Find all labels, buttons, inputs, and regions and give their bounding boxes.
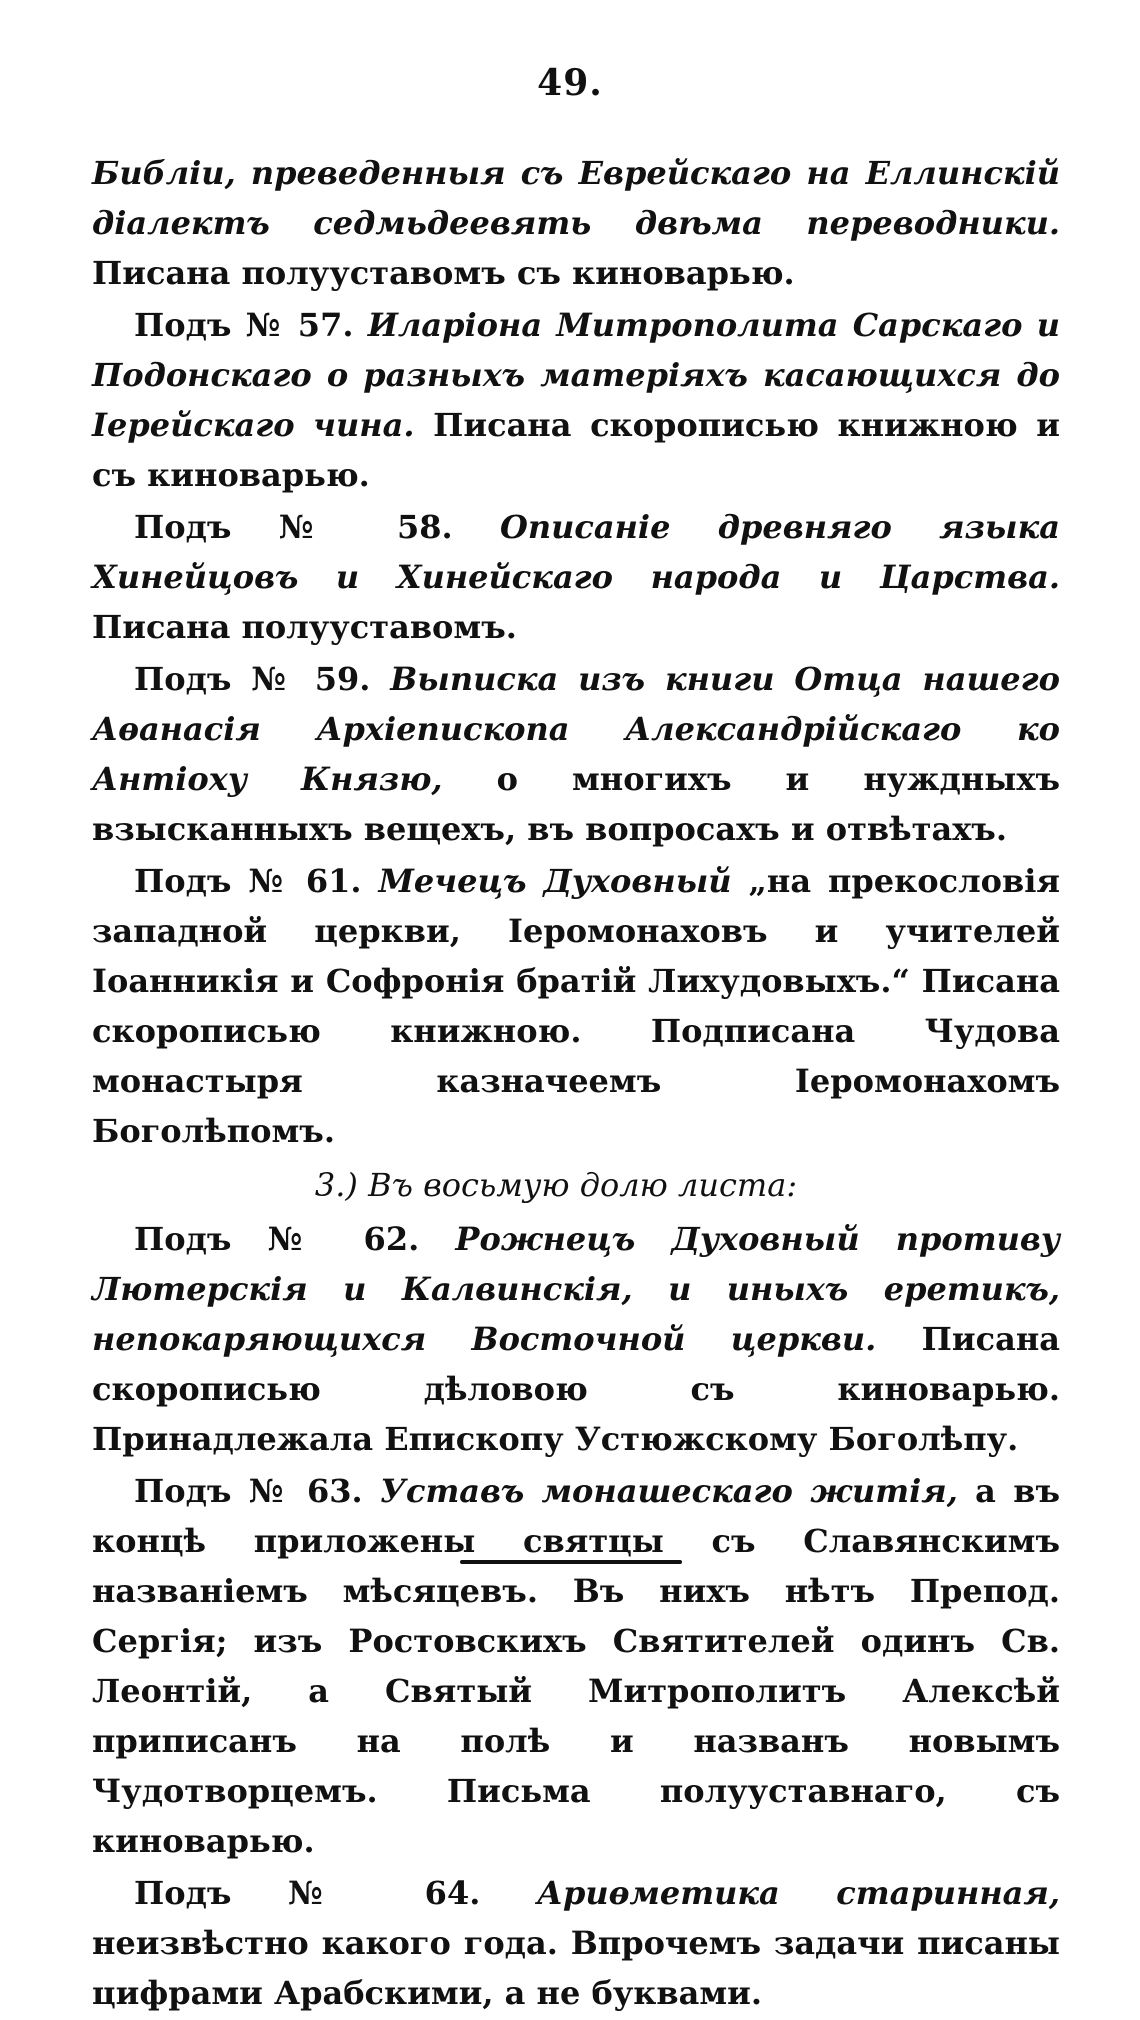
italic-title: Рожнецъ Духовный противу Лютерскія и Калвинскія, и иныхъ еретикъ, непокаряющихся Восточной церкви. [92,1220,1061,1358]
page-body [92,148,1060,2020]
italic-title: Ариѳметика старинная, [536,1874,1060,1912]
paragraph-text: а въ концѣ приложены святцы съ Славянскимъ названіемъ мѣсяцевъ. Въ нихъ нѣтъ Препод. Сергія; изъ Ростовскихъ Святителей одинъ Св. Леонтій, а Святый Митрополитъ Алексѣй приписанъ на полѣ и названъ новымъ Чудотворцемъ. Письма полууставнаго, съ киноварью. [92,1472,1061,1860]
italic-title: Иларіона Митрополита Сарскаго и Подонскаго о разныхъ матеріяхъ касающихся до Іерейскаго чина. [92,306,1061,444]
closing-rule [460,1560,682,1564]
paragraph-text: „на прекословія западной церкви, Іеромонаховъ и учителей Іоанникія и Софронія братій Лихудовыхъ.“ Писана скорописью книжною. Подписана Чудова монастыря казначеемъ Іеромонахомъ Боголѣпомъ. [92,862,1061,1150]
entry-label: Подъ № 63. [134,1472,380,1510]
entry-58 [92,502,1060,652]
paragraph-text: Писана полууставомъ съ киноварью. [92,254,795,292]
entry-label: Подъ № 61. [134,862,379,900]
paragraph-continuation [92,148,1060,298]
page-number: 49. [537,62,603,104]
italic-title: Выписка изъ книги Отца нашего Аѳанасія Архіепископа Александрійскаго ко Антіоху Князю, [92,660,1060,798]
entry-59 [92,654,1060,854]
paragraph-text: о многихъ и нуждныхъ взысканныхъ вещехъ, въ вопросахъ и отвѣтахъ. [92,760,1060,848]
entry-61 [92,856,1060,1156]
paragraph-text: Писана скорописью книжною и съ киноварью. [92,406,1061,494]
italic-title: Мечецъ Духовный [378,862,732,900]
entry-label: Подъ № 57. [134,306,368,344]
section-heading: 3.) Въ восьмую долю листа: [314,1166,798,1204]
entry-label: Подъ № 58. [134,508,500,546]
entry-label: Подъ № 62. [134,1220,456,1258]
paragraph-text: неизвѣстно какого года. Впрочемъ задачи писаны цифрами Арабскими, а не буквами. [92,1924,1060,2012]
italic-title: Библіи, преведенныя съ Еврейскаго на Еллинскій діалектъ седмьдеевять двѣма переводники. [92,154,1060,242]
italic-title: Уставъ монашескаго житія, [379,1472,958,1510]
italic-title: Описаніе древняго языка Хинейцовъ и Хинейскаго народа и Царства. [92,508,1061,596]
entry-57 [92,300,1060,500]
entry-63 [92,1466,1060,1866]
entry-label: Подъ № 59. [134,660,391,698]
entry-64 [92,1868,1060,2018]
paragraph-text: Писана полууставомъ. [92,608,517,646]
paragraph-text: Писана скорописью дѣловою съ киноварью. Принадлежала Епископу Устюжскому Боголѣпу. [92,1320,1061,1458]
entry-62 [92,1214,1060,1464]
entry-label: Подъ № 64. [134,1874,537,1912]
